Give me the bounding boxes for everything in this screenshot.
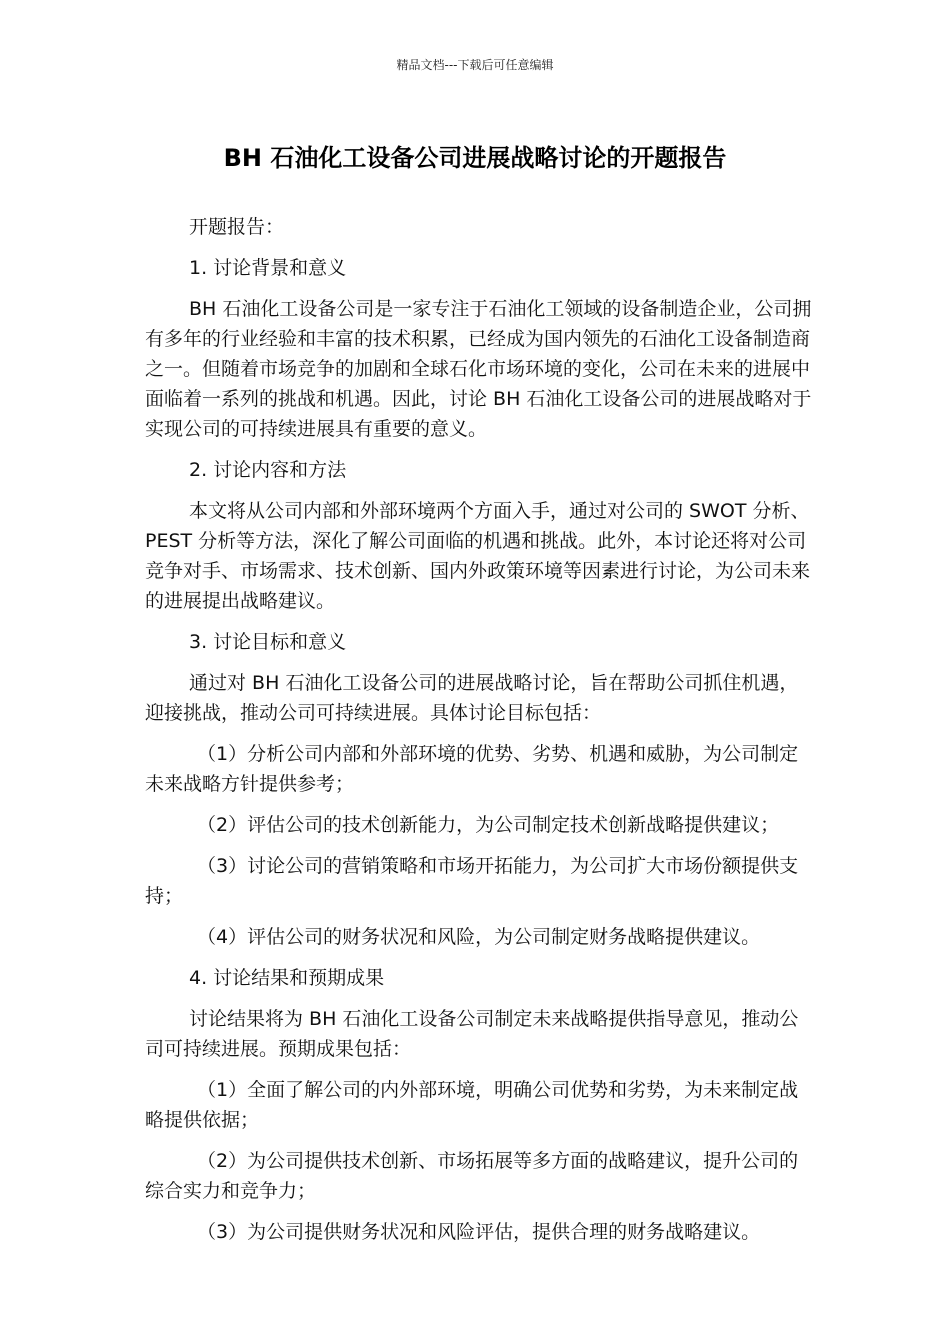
- section-heading-1: 1. 讨论背景和意义: [189, 257, 347, 279]
- intro-label: 开题报告：: [189, 216, 285, 238]
- section-paragraph-4: 讨论结果将为 BH 石油化工设备公司制定未来战略提供指导意见，推动公司可持续进展。预期成果包括：: [145, 1008, 799, 1060]
- list-item: （2）评估公司的技术创新能力，为公司制定技术创新战略提供建议；: [197, 814, 780, 836]
- document-body: [145, 212, 815, 1258]
- list-item: （4）评估公司的财务状况和风险，为公司制定财务战略提供建议。: [197, 926, 761, 948]
- section-paragraph-2: 本文将从公司内部和外部环境两个方面入手，通过对公司的 SWOT 分析、PEST 分析等方法，深化了解公司面临的机遇和挑战。此外，本讨论还将对公司竞争对手、市场需求、技术创新、国内外政策环境等因素进行讨论，为公司未来的进展提出战略建议。: [145, 500, 811, 612]
- section-heading-2: 2. 讨论内容和方法: [189, 459, 347, 481]
- page-header: 精品文档---下载后可任意编辑: [396, 58, 554, 72]
- list-item: （2）为公司提供技术创新、市场拓展等多方面的战略建议，提升公司的综合实力和竞争力；: [145, 1150, 799, 1202]
- list-item: （3）为公司提供财务状况和风险评估，提供合理的财务战略建议。: [197, 1221, 761, 1243]
- section-paragraph-3: 通过对 BH 石油化工设备公司的进展战略讨论，旨在帮助公司抓住机遇，迎接挑战，推动公司可持续进展。具体讨论目标包括：: [145, 672, 799, 724]
- section-paragraph-1: BH 石油化工设备公司是一家专注于石油化工领域的设备制造企业，公司拥有多年的行业经验和丰富的技术积累，已经成为国内领先的石油化工设备制造商之一。但随着市场竞争的加剧和全球石化市场环境的变化，公司在未来的进展中面临着一系列的挑战和机遇。因此，讨论 BH 石油化工设备公司的进展战略对于实现公司的可持续进展具有重要的意义。: [145, 298, 812, 440]
- section-heading-3: 3. 讨论目标和意义: [189, 631, 347, 653]
- list-item: （1）分析公司内部和外部环境的优势、劣势、机遇和威胁，为公司制定未来战略方针提供参考；: [145, 743, 799, 795]
- document-title: BH 石油化工设备公司进展战略讨论的开题报告: [223, 144, 727, 172]
- list-item: （1）全面了解公司的内外部环境，明确公司优势和劣势，为未来制定战略提供依据；: [145, 1079, 799, 1131]
- section-heading-4: 4. 讨论结果和预期成果: [189, 967, 385, 989]
- list-item: （3）讨论公司的营销策略和市场开拓能力，为公司扩大市场份额提供支持；: [145, 855, 799, 907]
